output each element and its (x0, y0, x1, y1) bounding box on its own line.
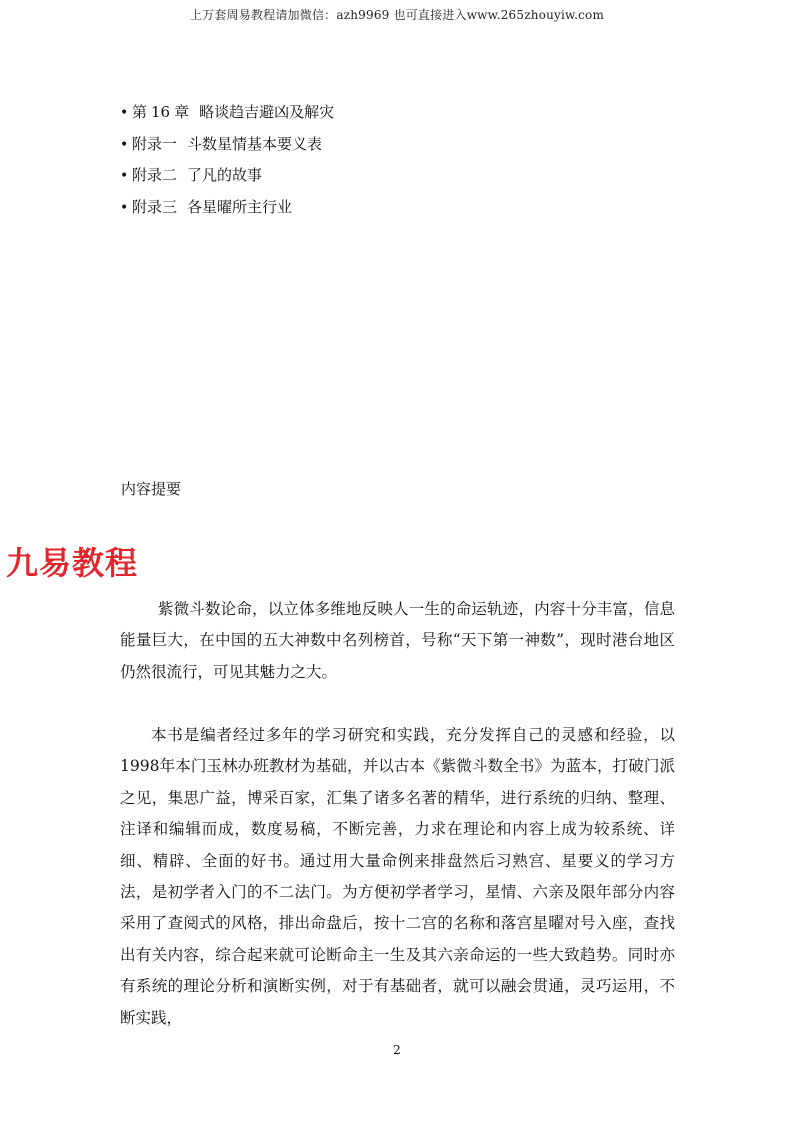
bullet-icon: • (120, 199, 129, 216)
toc-item (120, 132, 334, 164)
body-paragraph: 本书是编者经过多年的学习研究和实践，充分发挥自己的灵感和经验，以1998年本门玉林办班教材为基础，并以古本《紫微斗数全书》为蓝本，打破门派之见，集思广益，博采百家，汇集了诸多名著的精华，进行系统的归纳、整理、注译和编辑而成，数度易稿，不断完善，力求在理论和内容上成为较系统、详细、精辟、全面的好书。通过用大量命例来排盘然后习熟宫、星要义的学习方法，是初学者入门的不二法门。为方便初学者学习，星情、六亲及限年部分内容采用了查阅式的风格，排出命盘后，按十二宫的名称和落宫星曜对号入座，查找出有关内容，综合起来就可论断命主一生及其六亲命运的一些大致趋势。同时亦有系统的理论分析和演断实例，对于有基础者，就可以融会贯通，灵巧运用，不断实践， (120, 726, 675, 1027)
toc-item-number: 16 (151, 103, 171, 121)
toc-item-prefix: 第 (132, 103, 148, 121)
toc-item (120, 163, 334, 195)
toc-item-title: 略谈趋吉避凶及解灾 (199, 103, 335, 121)
toc-item-prefix: 附录三 (132, 197, 178, 216)
toc-item-prefix: 附录二 (132, 166, 178, 184)
toc-item-title: 各星曜所主行业 (187, 197, 293, 216)
bullet-icon: • (120, 168, 129, 184)
watermark-logo: 九易教程 (6, 544, 139, 582)
toc-item-title: 了凡的故事 (187, 166, 263, 184)
toc-item-suffix: 章 (174, 103, 190, 121)
toc-item-title: 斗数星情基本要义表 (187, 134, 323, 153)
toc-item (120, 100, 334, 132)
body-paragraph: 紫微斗数论命，以立体多维地反映人一生的命运轨迹，内容十分丰富，信息能量巨大，在中国的五大神数中名列榜首，号称“天下第一神数”，现时港台地区仍然很流行，可见其魅力之大。 (120, 600, 675, 681)
section-title: 内容提要 (121, 480, 182, 498)
bullet-icon: • (120, 136, 129, 153)
toc-item (120, 195, 334, 227)
toc-item-prefix: 附录一 (132, 134, 178, 153)
page-number: 2 (393, 1043, 401, 1057)
table-of-contents (120, 100, 334, 226)
bullet-icon: • (120, 105, 129, 121)
page-header: 上万套周易教程请加微信：azh9969 也可直接进入www.265zhouyiw.com (189, 8, 605, 22)
